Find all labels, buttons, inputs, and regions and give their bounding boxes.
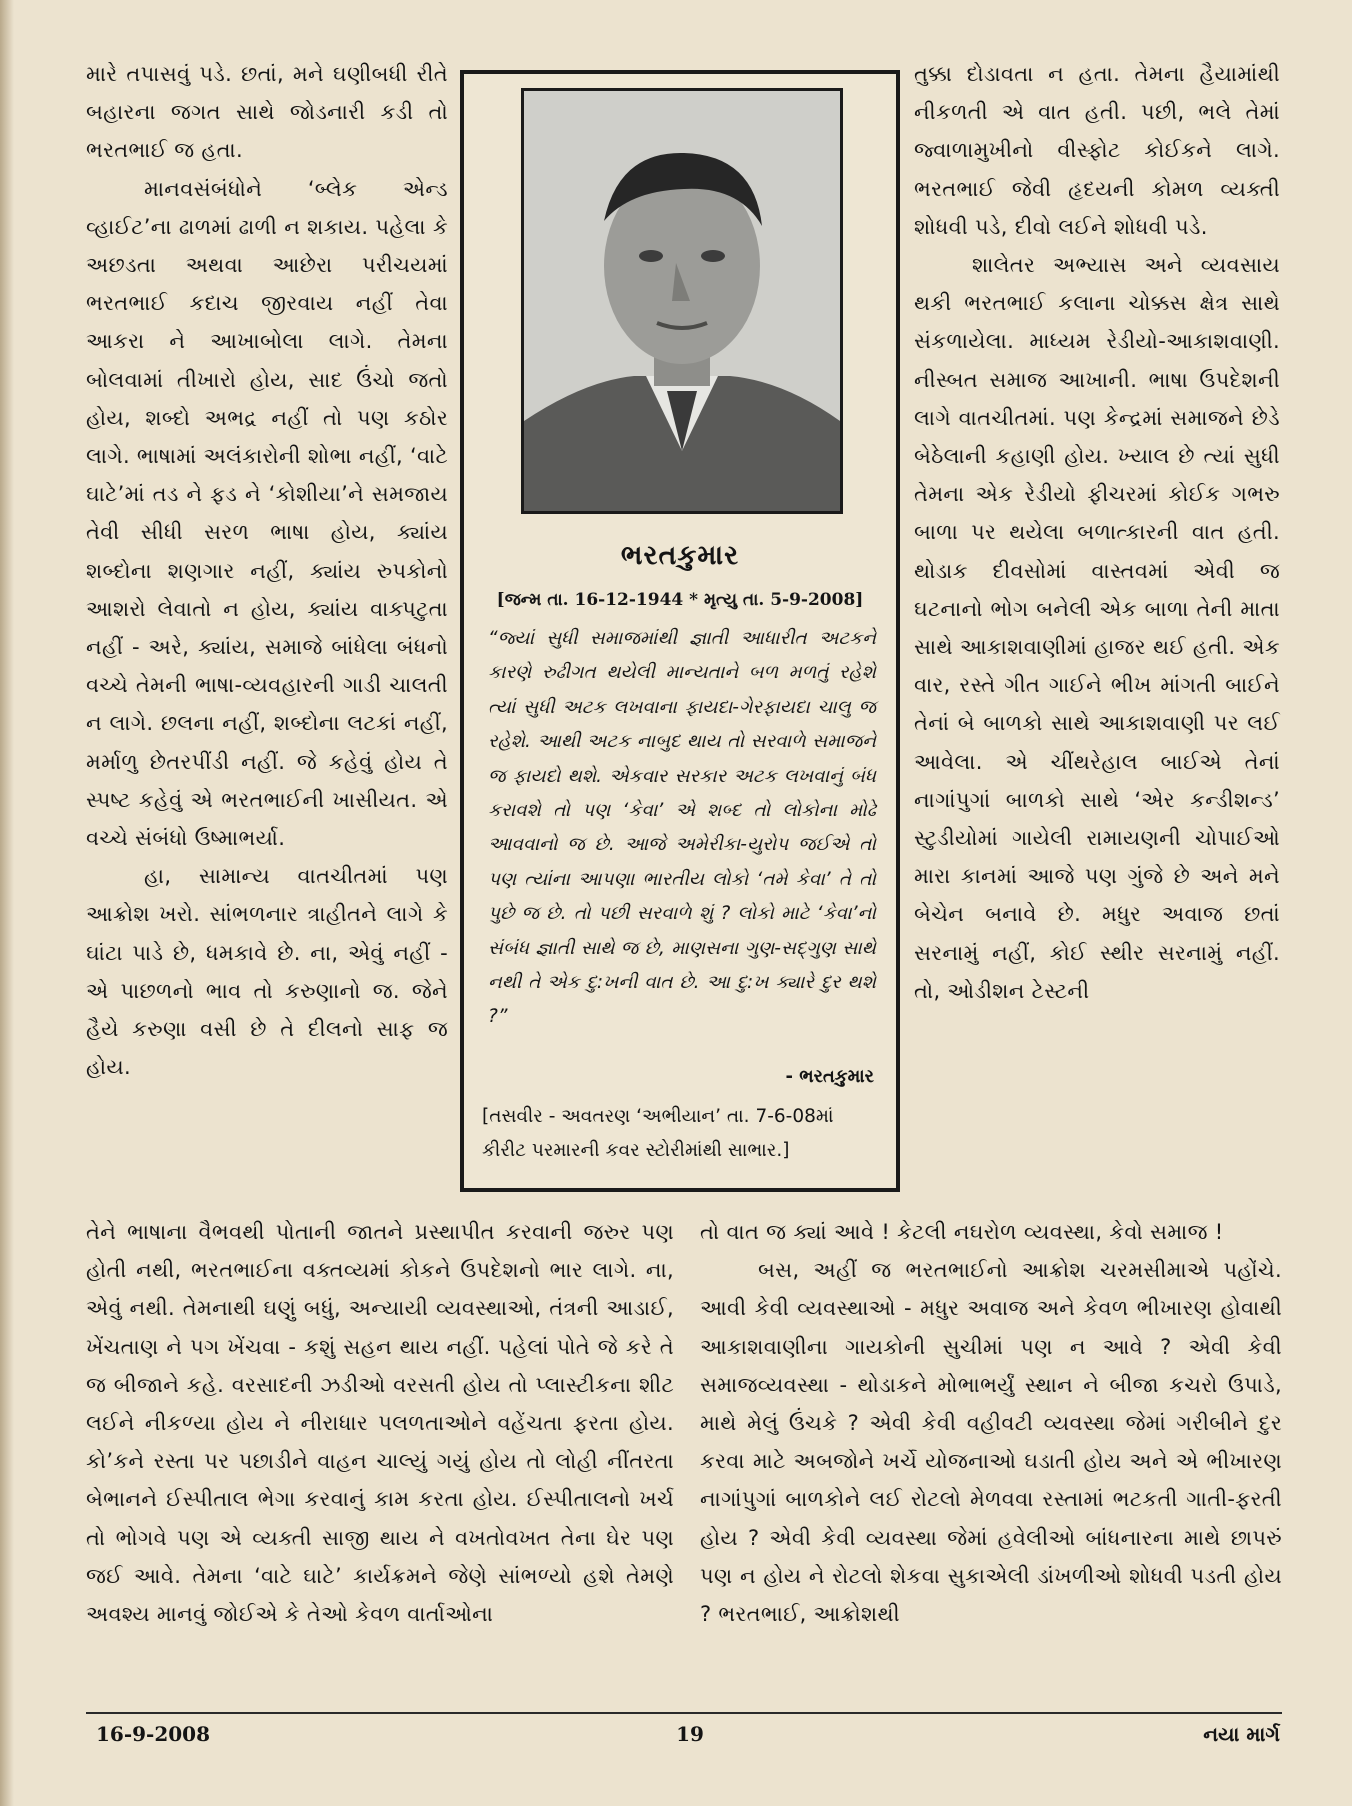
paragraph: તો વાત જ ક્યાં આવે ! કેટલી નઘરોળ વ્યવસ્થા, કેવો સમાજ ! [700,1220,1224,1244]
paragraph: શાલેતર અભ્યાસ અને વ્યવસાય થકી ભરતભાઈ કલાના ચોક્કસ ક્ષેત્ર સાથે સંકળાયેલા. માધ્યમ રેડીયો-આકાશવાણી. નીસ્બત સમાજ આખાની. ભાષા ઉપદેશની લાગે વાતચીતમાં. પણ કેન્દ્રમાં સમાજને છેડે બેઠેલાની કહાણી હોય. ખ્યાલ છે ત્યાં સુધી તેમના એક રેડીયો ફીચરમાં કોઈક ગભરુ બાળા પર થયેલા બળાત્કારની વાત હતી. થોડાક દીવસોમાં વાસ્તવમાં એવી જ ઘટનાનો ભોગ બનેલી એક બાળા તેની માતા સાથે આકાશવાણીમાં હાજર થઈ હતી. એક વાર, રસ્તે ગીત ગાઈને ભીખ માંગતી બાઈને તેનાં બે બાળકો સાથે આકાશવાણી પર લઈ આવેલા. એ ચીંથરેહાલ બાઈએ તેનાં નાગાંપુગાં બાળકો સાથે ‘એર કન્ડીશન્ડ’ સ્ટુડીયોમાં ગાયેલી રામાયણની ચોપાઈઓ મારા કાનમાં આજે પણ ગુંજે છે અને મને બેચેન બનાવે છે. મધુર અવાજ છતાં સરનામું નહીં, કોઈ સ્થીર સરનામું નહીં. તો, ઓડીશન ટેસ્ટની [914,253,1280,1003]
left-column-top [86,55,448,1086]
paragraph: બસ, અહીં જ ભરતભાઈનો આક્રોશ ચરમસીમાએ પહોંચે. આવી કેવી વ્યવસ્થાઓ - મધુર અવાજ અને કેવળ ભીખારણ હોવાથી આકાશવાણીના ગાયકોની સુચીમાં પણ ન આવે ? એવી કેવી સમાજવ્યવસ્થા - થોડાકને મોભાભર્યું સ્થાન ને બીજા કચરો ઉપાડે, માથે મેલું ઉંચકે ? એવી કેવી વહીવટી વ્યવસ્થા જેમાં ગરીબીને દુર કરવા માટે અબજોને ખર્ચે યોજનાઓ ઘડાતી હોય અને એ ભીખારણ નાગાંપુગાં બાળકોને લઈ રોટલો મેળવવા રસ્તામાં ભટકતી ગાતી-ફરતી હોય ? એવી કેવી વ્યવસ્થા જેમાં હવેલીઓ બાંધનારના માથે છાપરું પણ ન હોય ને રોટલો શેકવા સુકાએલી ડાંખળીઓ શોધવી પડતી હોય ? ભરતભાઈ, આક્રોશથી [700,1258,1282,1627]
issue-date: 16-9-2008 [96,1722,211,1746]
footer-divider [86,1712,1282,1714]
paragraph: માનવસંબંધોને ‘બ્લેક એન્ડ વ્હાઈટ’ના ઢાળમાં ઢાળી ન શકાય. પહેલા કે અછડતા અથવા આછેરા પરીચયમાં ભરતભાઈ કદાચ જીરવાય નહીં તેવા આકરા ને આખાબોલા લાગે. તેમના બોલવામાં તીખારો હોય, સાદ ઉંચો જતો હોય, શબ્દો અભદ્ર નહીં તો પણ કઠોર લાગે. ભાષામાં અલંકારોની શોભા નહીં, ‘વાટે ઘાટે’માં તડ ને ફડ ને ‘કોશીયા’ને સમજાય તેવી સીધી સરળ ભાષા હોય, ક્યાંય શબ્દોના શણગાર નહીં, ક્યાંય રુપકોનો આશરો લેવાતો ન હોય, ક્યાંય વાક્પટુતા નહીં - અરે, ક્યાંય, સમાજે બાંધેલા બંધનો વચ્ચે તેમની ભાષા-વ્યવહારની ગાડી ચાલતી ન લાગે. છલના નહીં, શબ્દોના લટકાં નહીં, મર્માળુ છેતરપીંડી નહીં. જે કહેવું હોય તે સ્પષ્ટ કહેવું એ ભરતભાઈની ખાસીયત. એ વચ્ચે સંબંધો ઉષ્માભર્યા. [86,176,448,851]
portrait-photo [521,88,843,514]
paragraph: મારે તપાસવું પડે. છતાં, મને ઘણીબધી રીતે બહારના જગત સાથે જોડનારી કડી તો ભરતભાઈ જ હતા. [86,62,448,163]
portrait-illustration [524,91,840,511]
profile-box [460,70,900,1192]
life-dates: [જન્મ તા. 16-12-1944 * મૃત્યુ તા. 5-9-2008] [496,590,864,610]
paragraph: તુક્કા દોડાવતા ન હતા. તેમના હૈયામાંથી નીકળતી એ વાત હતી. પછી, ભલે તેમાં જ્વાળામુખીનો વીસ્ફોટ કોઈકને લાગે. ભરતભાઈ જેવી હૃદયની કોમળ વ્યક્તી શોધવી પડે, દીવો લઈને શોધવી પડે. [914,62,1280,239]
photo-credit: [તસવીર - અવતરણ ‘અભીયાન’ તા. 7-6-08માં કીરીટ પરમારની કવર સ્ટોરીમાંથી સાભાર.] [482,1106,834,1161]
page-edge [0,0,14,1806]
paragraph: તેને ભાષાના વૈભવથી પોતાની જાતને પ્રસ્થાપીત કરવાની જરુર પણ હોતી નથી, ભરતભાઈના વક્તવ્યમાં કોકને ઉપદેશનો ભાર લાગે. ના, એવું નથી. તેમનાથી ઘણું બધું, અન્યાયી વ્યવસ્થાઓ, તંત્રની આડાઈ, ખેંચતાણ ને પગ ખેંચવા - કશું સહન થાય નહીં. પહેલાં પોતે જે કરે તે જ બીજાને કહે. વરસાદની ઝડીઓ વરસતી હોય તો પ્લાસ્ટીકના શીટ લઈને નીકળ્યા હોય ને નીરાધાર પલળતાઓને વહેંચતા ફરતા હોય. કો’કને રસ્તા પર પછાડીને વાહન ચાલ્યું ગયું હોય તો લોહી નીંતરતા બેભાનને ઈસ્પીતાલ ભેગા કરવાનું કામ કરતા હોય. ઈસ્પીતાલનો ખર્ચ તો ભોગવે પણ એ વ્યક્તી સાજી થાય ને વખતોવખત તેના ઘેર પણ જઈ આવે. તેમના ‘વાટે ઘાટે’ કાર્યક્રમને જેણે સાંભળ્યો હશે તેમણે અવશ્ય માનવું જોઈએ કે તેઓ કેવળ વાર્તાઓના [86,1220,674,1627]
paragraph: હા, સામાન્ય વાતચીતમાં પણ આક્રોશ ખરો. સાંભળનાર ત્રાહીતને લાગે કે ઘાંટા પાડે છે, ધમકાવે છે. ના, એવું નહીં - એ પાછળનો ભાવ તો કરુણાનો જ. જેને હૈયે કરુણા વસી છે તે દીલનો સાફ જ હોય. [86,864,448,1080]
page-number: 19 [676,1722,704,1746]
person-name: ભરતકુમાર [620,540,740,571]
quote-text: “જ્યાં સુધી સમાજમાંથી જ્ઞાતી આધારીત અટકને કારણે રુઢીગત થયેલી માન્યતાને બળ મળતું રહેશે ત્યાં સુધી અટક લખવાના ફાયદા-ગેરફાયદા ચાલુ જ રહેશે. આથી અટક નાબુદ થાય તો સરવાળે સમાજને જ ફાયદો થશે. એકવાર સરકાર અટક લખવાનું બંધ કરાવશે તો પણ ‘કેવા’ એ શબ્દ તો લોકોના મોઢે આવવાનો જ છે. આજે અમેરીકા-યુરોપ જઈએ તો પણ ત્યાંના આપણા ભારતીય લોકો ‘તમે કેવા’ તે તો પુછે જ છે. તો પછી સરવાળે શું ? લોકો માટે ‘કેવા’નો સંબંધ જ્ઞાતી સાથે જ છે, માણસના ગુણ-સદ્‌ગુણ સાથે નથી તે એક દુ:ખની વાત છે. આ દુ:ખ ક્યારે દુર થશે ?” [488,628,876,1028]
right-column-top [914,55,1280,1010]
bottom-left-column [86,1213,674,1633]
quote-author: - ભરતકુમાર [785,1066,874,1087]
bottom-right-column [700,1213,1282,1633]
magazine-name: નયા માર્ગ [1203,1722,1280,1746]
